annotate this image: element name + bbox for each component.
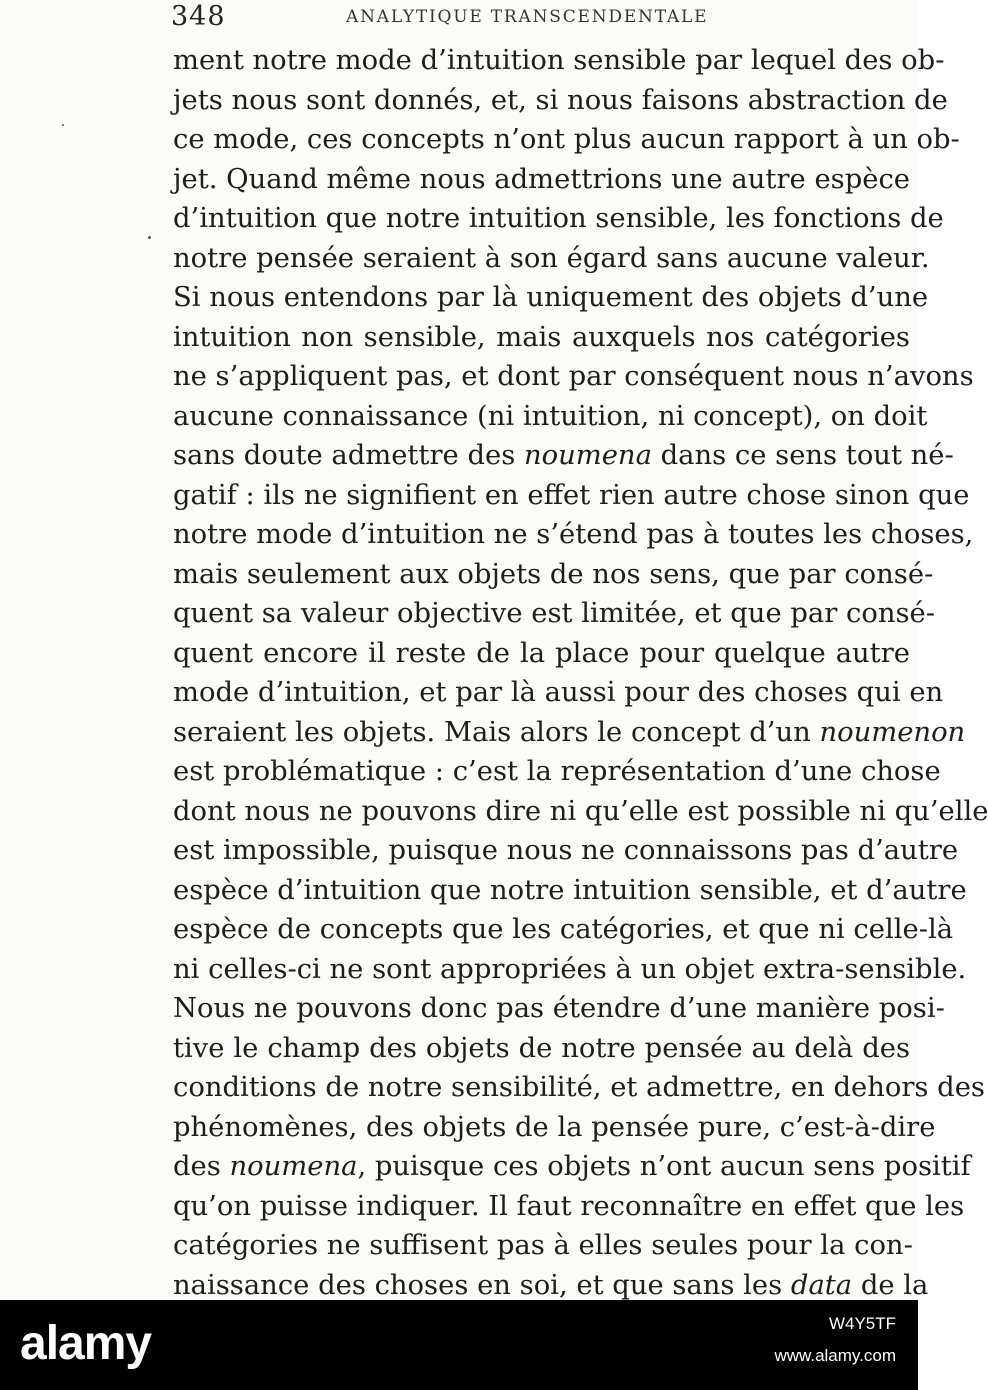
text-segment: qu’on puisse indiquer. Il faut reconnaître en effet que les (173, 1190, 965, 1222)
text-segment: d’intuition que notre intuition sensible, les fonctions de (173, 203, 944, 234)
text-line (173, 318, 910, 358)
text-line (173, 1147, 971, 1187)
page-number: 348 (171, 1, 226, 32)
text-line (173, 120, 960, 160)
alamy-logo: alamy (20, 1317, 152, 1370)
text-line (173, 673, 944, 713)
text-segment: notre mode d’intuition ne s’étend pas à toutes les choses, (173, 519, 974, 550)
text-segment: espèce d’intuition que notre intuition sensible, et d’autre (173, 874, 967, 906)
text-segment: quent encore il reste de la place pour quelque autre (173, 637, 910, 669)
text-segment: notre pensée seraient à son égard sans aucune valeur. (173, 242, 930, 274)
text-line (173, 41, 945, 81)
text-segment: gatif : ils ne signifient en effet rien autre chose sinon que (173, 479, 970, 511)
italic-term: noumena (229, 1151, 358, 1182)
text-segment: Nous ne pouvons donc pas étendre d’une manière posi- (173, 993, 945, 1024)
text-segment: dans ce sens tout né- (651, 440, 954, 471)
text-segment: quent sa valeur objective est limitée, et que par consé- (173, 598, 936, 629)
text-line (173, 555, 934, 595)
text-segment: mais seulement aux objets de nos sens, que par consé- (173, 558, 934, 590)
print-speck (62, 124, 64, 126)
text-line (173, 515, 974, 555)
text-line (173, 436, 954, 476)
text-segment: est problématique : c’est la représentation d’une chose (173, 756, 941, 787)
text-line (173, 476, 970, 516)
text-segment: jets nous sont donnés, et, si nous faisons abstraction de (173, 84, 948, 116)
text-line (173, 752, 941, 792)
text-line (173, 1108, 936, 1148)
text-line (173, 871, 967, 911)
text-segment: jet. Quand même nous admettrions une autre espèce (173, 163, 910, 195)
text-segment: conditions de notre sensibilité, et admettre, en dehors des (173, 1072, 985, 1103)
text-line (173, 792, 988, 832)
running-title: ANALYTIQUE TRANSCENDENTALE (346, 7, 709, 27)
text-segment: ne s’appliquent pas, et dont par conséquent nous n’avons (173, 361, 974, 392)
italic-term: noumena (523, 440, 652, 471)
text-segment: catégories ne suffisent pas à elles seules pour la con- (173, 1230, 913, 1261)
text-line (173, 594, 936, 634)
text-line (173, 199, 944, 239)
text-line (173, 1068, 985, 1108)
text-line (173, 1187, 965, 1227)
text-segment: ce mode, ces concepts n’ont plus aucun rapport à un ob- (173, 124, 960, 155)
text-line (173, 397, 928, 437)
text-line (173, 1226, 913, 1266)
text-segment: sans doute admettre des (173, 440, 524, 471)
text-segment: tive le champ des objets de notre pensée au delà des (173, 1032, 910, 1064)
text-line (173, 81, 948, 121)
text-line (173, 910, 954, 950)
text-line (173, 1029, 910, 1069)
watermark-footer (0, 1300, 918, 1390)
print-speck (148, 236, 151, 239)
text-segment: phénomènes, des objets de la pensée pure, c’est-à-dire (173, 1111, 936, 1143)
text-line (173, 950, 967, 990)
text-segment: mode d’intuition, et par là aussi pour des choses qui en (173, 677, 944, 708)
text-segment: seraient les objets. Mais alors le concept d’un (173, 716, 820, 748)
text-line (173, 160, 910, 200)
text-line (173, 278, 929, 318)
body-text (173, 41, 988, 1305)
text-segment: ni celles-ci ne sont appropriées à un objet extra-sensible. (173, 953, 967, 985)
italic-term: data (790, 1269, 853, 1301)
text-segment: ment notre mode d’intuition sensible par lequel des ob- (173, 45, 945, 76)
text-segment: , puisque ces objets n’ont aucun sens positif (357, 1151, 971, 1182)
text-segment: est impossible, puisque nous ne connaissons pas d’autre (173, 835, 959, 866)
text-line (173, 239, 930, 279)
footer-url: www.alamy.com (774, 1346, 896, 1365)
text-line (173, 831, 959, 871)
text-line (173, 713, 966, 753)
text-segment: de la (852, 1269, 929, 1301)
text-segment: espèce de concepts que les catégories, et que ni celle-là (173, 914, 954, 945)
italic-term: noumenon (819, 716, 966, 748)
text-segment: dont nous ne pouvons dire ni qu’elle est possible ni qu’elle (173, 795, 988, 827)
text-segment: des (173, 1151, 230, 1182)
image-id: W4Y5TF (828, 1314, 896, 1333)
text-segment: naissance des choses en soi, et que sans les (173, 1269, 791, 1301)
text-line (173, 989, 945, 1029)
text-line (173, 357, 974, 397)
text-segment: Si nous entendons par là uniquement des objets d’une (173, 282, 929, 313)
text-line (173, 634, 910, 674)
text-segment: aucune connaissance (ni intuition, ni concept), on doit (173, 400, 928, 432)
text-segment: intuition non sensible, mais auxquels nos catégories (173, 321, 910, 353)
